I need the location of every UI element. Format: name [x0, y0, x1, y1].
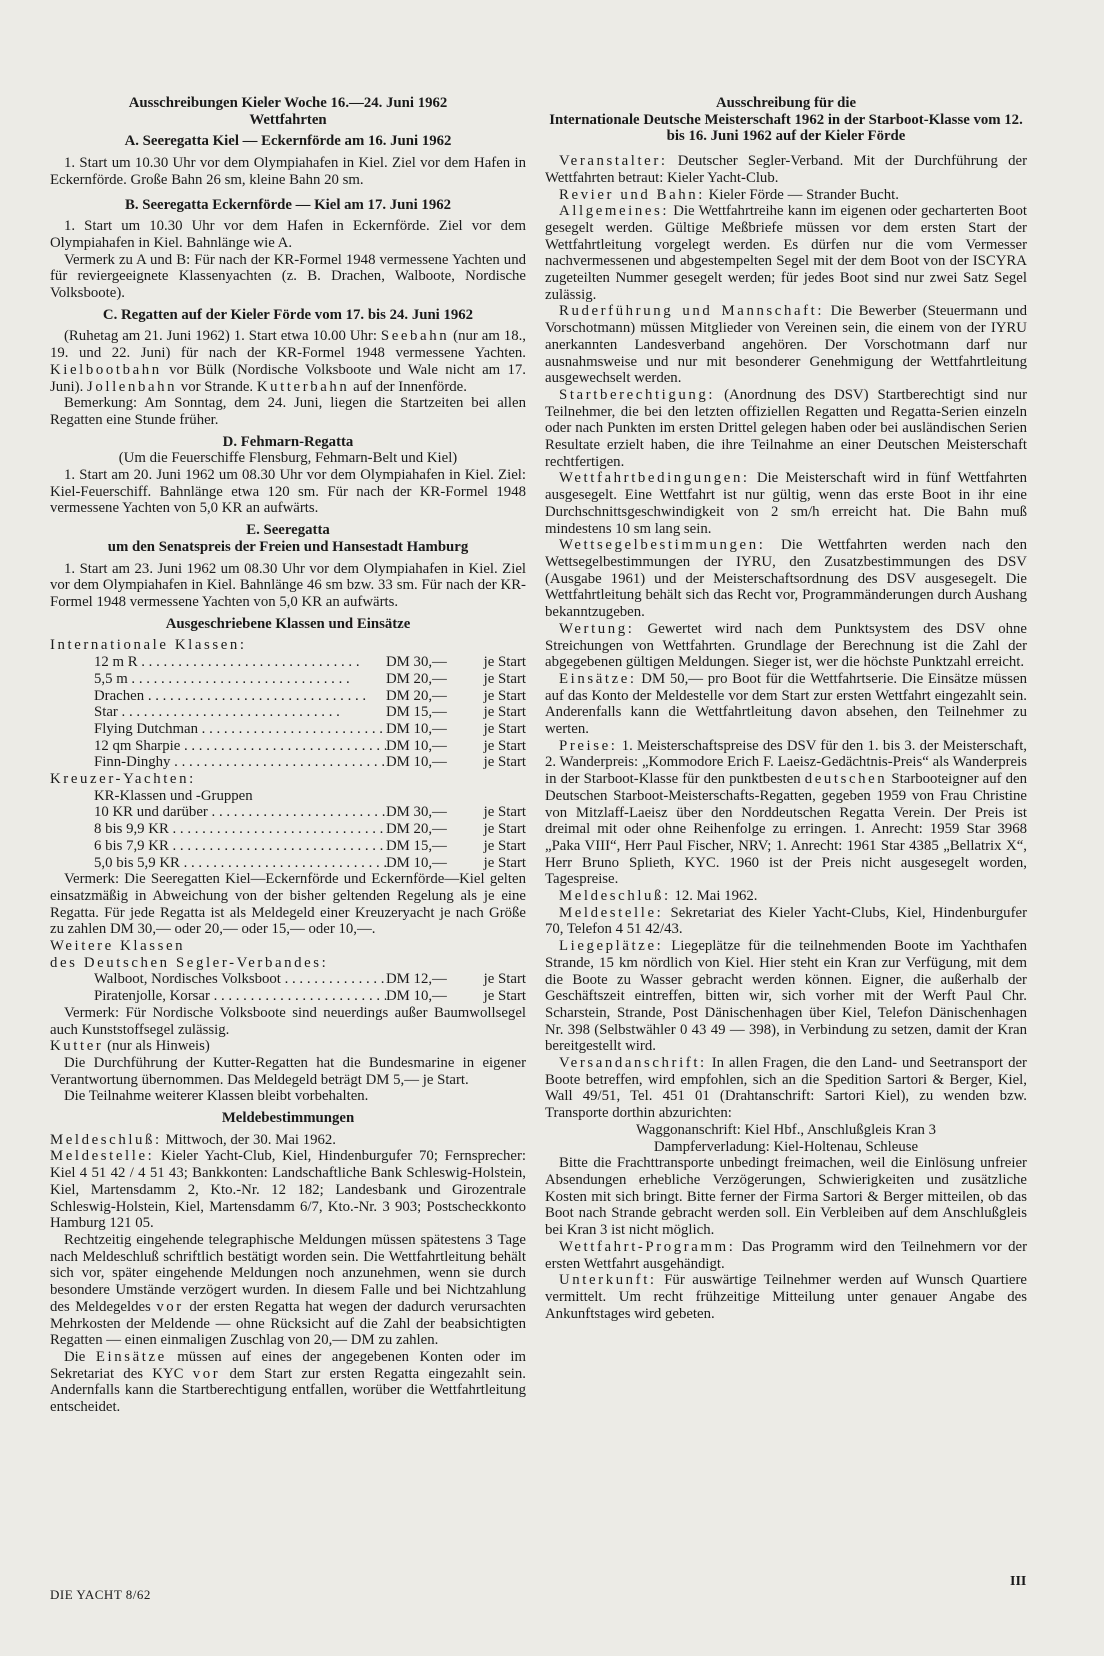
section-c-text: (Ruhetag am 21. Juni 1962) 1. Start etwa 10.00 Uhr: Seebahn (nur am 18., 19. und 22. Juni) für nach der KR-Formel 1948 vermessene Yachten. Kielbootbahn vor Bülk (Nordische Volksboote und Wale nicht am 17. Juni). Jollenbahn vor Strande. Kutterbahn auf der Innenförde. — [50, 328, 526, 395]
fee-name: 6 bis 7,9 KR . . . — [94, 838, 386, 855]
main-subheading: Wettfahrten — [249, 111, 327, 128]
waggon-address: Waggonanschrift: Kiel Hbf., Anschlußgleis Kran 3 — [635, 1121, 937, 1138]
left-column — [50, 95, 526, 1416]
fee-price: DM 15,— — [386, 837, 447, 854]
section-d-subtitle: (Um die Feuerschiffe Flensburg, Fehmarn-Belt und Kiel) — [118, 450, 458, 467]
rule-paragraph: Meldeschluß: 12. Mai 1962. — [559, 888, 758, 905]
right-column — [545, 95, 1027, 1322]
rule-paragraph: Wettfahrtbedingungen: Die Meisterschaft wird in fünf Wettfahrten ausgesegelt. Eine Wettfahrt ist nur gültig, wenn das erste Boot in ihr eine Durchschnittsgeschwindigkeit von 2 sm/h erreicht hat. Die Bahn muß mindestens 10 sm lang sein. — [545, 470, 1027, 537]
rechtzeitig-text: Rechtzeitig eingehende telegraphische Meldungen müssen spätestens 3 Tage nach Meldeschluß schriftlich bestätigt worden sein. Die Wettfahrtleitung behält sich vor, später eingehende Meldungen noch anzunehmen, wenn sie durch besondere Umstände verzögert wurden. In diesem Falle und bei Nichtzahlung des Meldegeldes vor der ersten Regatta hat wegen der dadurch verursachten Mehrkosten der Meldende — ohne Rücksicht auf die Zahl der beabsichtigten Regatten — einen einmaligen Zuschlag von 20,— DM zu zahlen. — [50, 1232, 526, 1349]
section-e-text: 1. Start am 23. Juni 1962 um 08.30 Uhr vor dem Olympiahafen in Kiel. Ziel vor dem Olympiahafen in Kiel. Bahnlänge 46 sm bzw. 33 sm. Für nach der KR-Formel 1948 vermessene Yachten von 5,0 KR an aufwärts. — [50, 560, 526, 610]
fee-per: je Start — [483, 854, 526, 871]
rule-paragraph: Unterkunft: Für auswärtige Teilnehmer werden auf Wunsch Quartiere vermittelt. Um recht frühzeitige Mitteilung unter genauer Angabe des Ankunftstages wird gebeten. — [545, 1272, 1027, 1322]
fee-row — [94, 704, 526, 721]
classes-heading: Ausgeschriebene Klassen und Einsätze — [165, 615, 411, 632]
kreuzer-table — [50, 804, 526, 871]
bitte-text: Bitte die Frachttransporte unbedingt freimachen, weil die Einlösung unfreier Absendungen erhebliche Verzögerungen, Schwierigkeiten und zusätzliche Kosten mit sich bringt. Bitte ferner der Firma Sartori & Berger mitteilen, ob das Boot nach Strande gebracht werden soll. Ein Verbleiben auf dem Anschlußgleis bei Kran 3 ist nicht möglich. — [545, 1155, 1027, 1239]
section-b-note: Vermerk zu A und B: Für nach der KR-Formel 1948 vermessene Yachten und für reviergeeignete Klassenyachten (z. B. Drachen, Walboote, Nordische Volksboote). — [50, 251, 526, 302]
section-b-text: 1. Start um 10.30 Uhr vor dem Hafen in Eckernförde. Ziel vor dem Olympiahafen in Kiel. Bahnlänge wie A. — [50, 218, 526, 251]
fee-per: je Start — [483, 837, 526, 854]
starboot-paragraphs-2 — [545, 888, 1027, 1122]
kreuzer-label: Kreuzer-Yachten: — [50, 771, 196, 788]
starboot-heading: Ausschreibung für die — [715, 95, 857, 111]
fee-per: je Start — [483, 988, 526, 1005]
fee-name: Piratenjolle, Korsar . . . — [94, 988, 386, 1005]
preise-text: Preise: 1. Meisterschaftspreise des DSV für den 1. bis 3. der Meisterschaft, 2. Wanderpreis: „Kommodore Erich F. Laeisz-Gedächtnis-Preis“ als Wanderpreis in der Starboot-Klasse für den punktbesten deutschen Starbooteigner auf den Deutschen Starboot-Meisterschafts-Regatten, gegeben 1959 von Frau Christine von Mitzlaff-Laeisz über den Norddeutschen Regatta Verein. Der Preis ist dreimal mit oder ohne Reihenfolge zu erringen. 1. Anrecht: 1959 Star 3968 „Paka VIII“, Herr Paul Fischer, NRV; 1. Anrecht: 1961 Star 4385 „Bellatrix X“, Herr Bruno Splieth, KYC. 1960 ist der Preis nicht ausgesegelt worden, Tagespreise. — [545, 737, 1027, 888]
rule-paragraph: Einsätze: DM 50,— pro Boot für die Wettfahrtserie. Die Einsätze müssen auf das Konto der Meldestelle vor dem Start zur ersten Wettfahrt eingezahlt sein. Anderenfalls kann die Wettfahrtleitung davon absehen, den Teilnehmer zu werten. — [545, 670, 1027, 738]
section-c-heading: C. Regatten auf der Kieler Förde vom 17. bis 24. Juni 1962 — [102, 306, 474, 323]
rule-paragraph: Meldestelle: Sekretariat des Kieler Yacht-Clubs, Kiel, Hindenburgufer 70, Telefon 4 51 42/43. — [545, 904, 1027, 938]
fee-name: Walboot, Nordisches Volksboot . . . — [94, 971, 386, 988]
fee-name: 12 qm Sharpie . . . — [94, 738, 386, 755]
intl-classes-label: Internationale Klassen: — [50, 637, 247, 654]
rule-paragraph: Veranstalter: Deutscher Segler-Verband. Mit der Durchführung der Wettfahrten betraut: Kieler Yacht-Club. — [545, 153, 1027, 186]
dampfer-address: Dampferverladung: Kiel-Holtenau, Schleuse — [653, 1138, 919, 1155]
fee-per: je Start — [483, 737, 526, 754]
fee-price: DM 12,— — [386, 971, 447, 988]
rule-paragraph: Wettfahrt-Programm: Das Programm wird den Teilnehmern vor der ersten Wettfahrt ausgehändigt. — [545, 1238, 1027, 1272]
rule-paragraph: Startberechtigung: (Anordnung des DSV) Startberechtigt sind nur Teilnehmer, die bei den letzten offiziellen Regatten und Regatta-Serien einzeln oder nach Punkten im ersten Drittel gelegen haben oder bei ausländischen Serien Resultate erzielt haben, die ihre Teilnahme an einer Deutschen Meisterschaft rechtfertigen. — [545, 386, 1027, 470]
fee-per: je Start — [483, 687, 526, 704]
starboot-subheading: Internationale Deutsche Meisterschaft 1962 in der Starboot-Klasse vom 12. bis 16. Juni 1962 auf der Kieler Förde — [549, 111, 1023, 145]
fee-per: je Start — [483, 670, 526, 687]
weitere-label2: des Deutschen Segler-Verbandes: — [50, 954, 329, 971]
fee-row — [94, 754, 526, 771]
fee-row — [94, 804, 526, 821]
page-number: III — [1010, 1574, 1027, 1589]
fee-price: DM 10,— — [386, 754, 447, 771]
kreuzer-sublabel: KR-Klassen und -Gruppen — [94, 787, 253, 804]
fee-price: DM 10,— — [386, 720, 447, 737]
fee-per: je Start — [483, 704, 526, 721]
fee-row — [94, 671, 526, 688]
fee-row — [94, 821, 526, 838]
fee-name: Drachen . . . — [94, 688, 386, 705]
section-a-heading: A. Seeregatta Kiel — Eckernförde am 16. Juni 1962 — [124, 133, 452, 150]
footer-magazine: DIE YACHT 8/62 — [50, 1587, 151, 1602]
meldebestimmungen-heading: Meldebestimmungen — [221, 1110, 355, 1127]
fee-price: DM 15,— — [386, 704, 447, 721]
fee-row — [94, 721, 526, 738]
fee-per: je Start — [483, 971, 526, 988]
fee-per: je Start — [483, 821, 526, 838]
fee-row — [94, 654, 526, 671]
section-b-heading: B. Seeregatta Eckernförde — Kiel am 17. Juni 1962 — [124, 196, 452, 213]
weitere-table — [50, 971, 526, 1004]
einsaetze-text: Die Einsätze müssen auf eines der angegebenen Konten oder im Sekretariat des KYC vor dem Start zur ersten Regatta eingezahlt sein. Andernfalls kann die Startberechtigung entfallen, worüber die Wettfahrtleitung entscheidet. — [50, 1348, 526, 1416]
fee-name: 8 bis 9,9 KR . . . — [94, 821, 386, 838]
section-a-text: 1. Start um 10.30 Uhr vor dem Olympiahafen in Kiel. Ziel vor dem Hafen in Eckernförde. Große Bahn 26 sm, kleine Bahn 20 sm. — [50, 155, 526, 188]
rule-paragraph: Versandanschrift: In allen Fragen, die den Land- und Seetransport der Boote betreffen, wird empfohlen, sich an die Spedition Sartori & Berger, Kiel, Wall 49/51, Tel. 451 01 (Drahtanschrift: Sartori Kiel), zu wenden bzw. Transporte dorthin abzurichten: — [545, 1055, 1027, 1122]
fee-per: je Start — [483, 654, 526, 671]
fee-row — [94, 688, 526, 705]
fee-name: 5,5 m . . . — [94, 671, 386, 688]
fee-price: DM 30,— — [386, 654, 447, 671]
section-c-remark: Bemerkung: Am Sonntag, dem 24. Juni, liegen die Startzeiten bei allen Regatten eine Stunde früher. — [50, 395, 526, 428]
fee-price: DM 20,— — [386, 670, 447, 687]
kutter-text: Die Durchführung der Kutter-Regatten hat die Bundesmarine in eigener Verantwortung übernommen. Das Meldegeld beträgt DM 5,— je Start. — [50, 1054, 526, 1088]
fee-name: 10 KR und darüber . . . — [94, 804, 386, 821]
section-d-text: 1. Start am 20. Juni 1962 um 08.30 Uhr vor dem Olympiahafen in Kiel. Ziel: Kiel-Feuerschiff. Bahnlänge etwa 120 sm. Für nach der KR-Formel 1948 vermessene Yachten von 5,0 KR an aufwärts. — [50, 467, 526, 517]
fee-per: je Start — [483, 754, 526, 771]
fee-row — [94, 988, 526, 1005]
rule-paragraph: Allgemeines: Die Wettfahrtreihe kann im eigenen oder gecharterten Boot gesegelt werden. Gültige Meßbriefe müssen vor dem ersten Start der Wettfahrtleitung vorgelegt werden. Es dürfen nur die vom Vermesser nachvermessenen und abgestempelten Segel mit der dem Boot von der ISCYRA zugeteilten Nummer gesegelt werden; für jedes Boot sind nur zwei Satz Segel zulässig. — [545, 203, 1027, 303]
rule-paragraph: Ruderführung und Mannschaft: Die Bewerber (Steuermann und Vorschotmann) müssen Mitglieder von Vereinen sein, die einem von der IYRU anerkannten Landesverband angehören. Der Vorschotmann darf nur ausnahmsweise und nur mit besonderer Genehmigung der Wettfahrtleitung ausgewechselt werden. — [545, 303, 1027, 387]
fee-name: Flying Dutchman . . . — [94, 721, 386, 738]
fee-name: 12 m R . . . — [94, 654, 386, 671]
fee-name: Finn-Dinghy . . . — [94, 754, 386, 771]
fee-per: je Start — [483, 720, 526, 737]
fee-price: DM 10,— — [386, 854, 447, 871]
fee-price: DM 10,— — [386, 737, 447, 754]
teilnahme-text: Die Teilnahme weiterer Klassen bleibt vorbehalten. — [64, 1088, 369, 1105]
section-e-heading: E. Seeregatta — [246, 522, 330, 539]
kutter-label: Kutter (nur als Hinweis) — [50, 1038, 210, 1055]
weitere-label: Weitere Klassen — [50, 938, 186, 955]
rule-paragraph: Revier und Bahn: Kieler Förde — Strander Bucht. — [559, 186, 899, 203]
fee-row — [94, 971, 526, 988]
rule-paragraph: Wertung: Gewertet wird nach dem Punktsystem des DSV ohne Streichungen von Wettfahrten. Grundlage der Berechnung ist die Zahl der abgegebenen gültigen Meldungen. Sieger ist, wer die höchste Punktzahl erreicht. — [545, 620, 1027, 671]
meldeschluss-text: Meldeschluß: Mittwoch, der 30. Mai 1962. — [50, 1131, 337, 1148]
starboot-paragraphs-3 — [545, 1239, 1027, 1323]
fee-per: je Start — [483, 804, 526, 821]
fee-price: DM 20,— — [386, 821, 447, 838]
fee-name: Star . . . — [94, 704, 386, 721]
fee-row — [94, 738, 526, 755]
rule-paragraph: Wettsegelbestimmungen: Die Wettfahrten werden nach den Wettsegelbestimmungen der IYRU, den Zusatzbestimmungen des DSV (Ausgabe 1961) und der Meisterschaftsordnung des DSV ausgesegelt. Die Wettfahrtleitung behält sich das Recht vor, Programmänderungen durch Aushang bekanntzugeben. — [545, 537, 1027, 621]
fee-price: DM 30,— — [386, 804, 447, 821]
section-e-heading2: um den Senatspreis der Freien und Hansestadt Hamburg — [107, 538, 469, 555]
intl-classes-table — [50, 654, 526, 771]
fee-row — [94, 838, 526, 855]
vermerk-volksboote: Vermerk: Für Nordische Volksboote sind neuerdings außer Baumwollsegel auch Kunststoffsegel zulässig. — [50, 1004, 526, 1038]
section-d-heading: D. Fehmarn-Regatta — [222, 433, 354, 450]
fee-row — [94, 855, 526, 872]
meldestelle-text: Meldestelle: Kieler Yacht-Club, Kiel, Hindenburgufer 70; Fernsprecher: Kiel 4 51 42 / 4 51 43; Bankkonten: Landschaftliche Bank Schleswig-Holstein, Kiel, Martensdamm 2, Kto.-Nr. 12 182; Landesbank und Girozentrale Schleswig-Holstein, Kiel, Martensdamm 6/7, Kto.-Nr. 3 903; Postscheckkonto Hamburg 121 05. — [50, 1148, 526, 1232]
rule-paragraph: Liegeplätze: Liegeplätze für die teilnehmenden Boote im Yachthafen Strande, 15 km nördlich von Kiel. Hier steht ein Kran zur Verfügung, mit dem die Boote zu Wasser gebracht werden können. Eigner, die außerhalb der Geschäftszeit eintreffen, bitten wir, sich vorher mit der Werft Paul Chr. Scharstein, Strande, Post Dänischenhagen über Kiel, Telefon Dänischenhagen Nr. 398 (Selbstwähler 0 43 49 — 398), in Verbindung zu setzen, damit der Kran bereitgestellt wird. — [545, 938, 1027, 1055]
main-heading: Ausschreibungen Kieler Woche 16.—24. Juni 1962 — [128, 95, 448, 111]
starboot-paragraphs — [545, 153, 1027, 738]
fee-name: 5,0 bis 5,9 KR . . . — [94, 855, 386, 872]
vermerk-regatta: Vermerk: Die Seeregatten Kiel—Eckernförde und Eckernförde—Kiel gelten einsatzmäßig in Abweichung von der bisher geltenden Regelung als je eine Regatta. Für jede Regatta ist als Meldegeld einer Kreuzeryacht je nach Größe zu zahlen DM 30,— oder 20,— oder 15,— oder 10,—. — [50, 871, 526, 938]
fee-price: DM 20,— — [386, 687, 447, 704]
fee-price: DM 10,— — [386, 988, 447, 1005]
